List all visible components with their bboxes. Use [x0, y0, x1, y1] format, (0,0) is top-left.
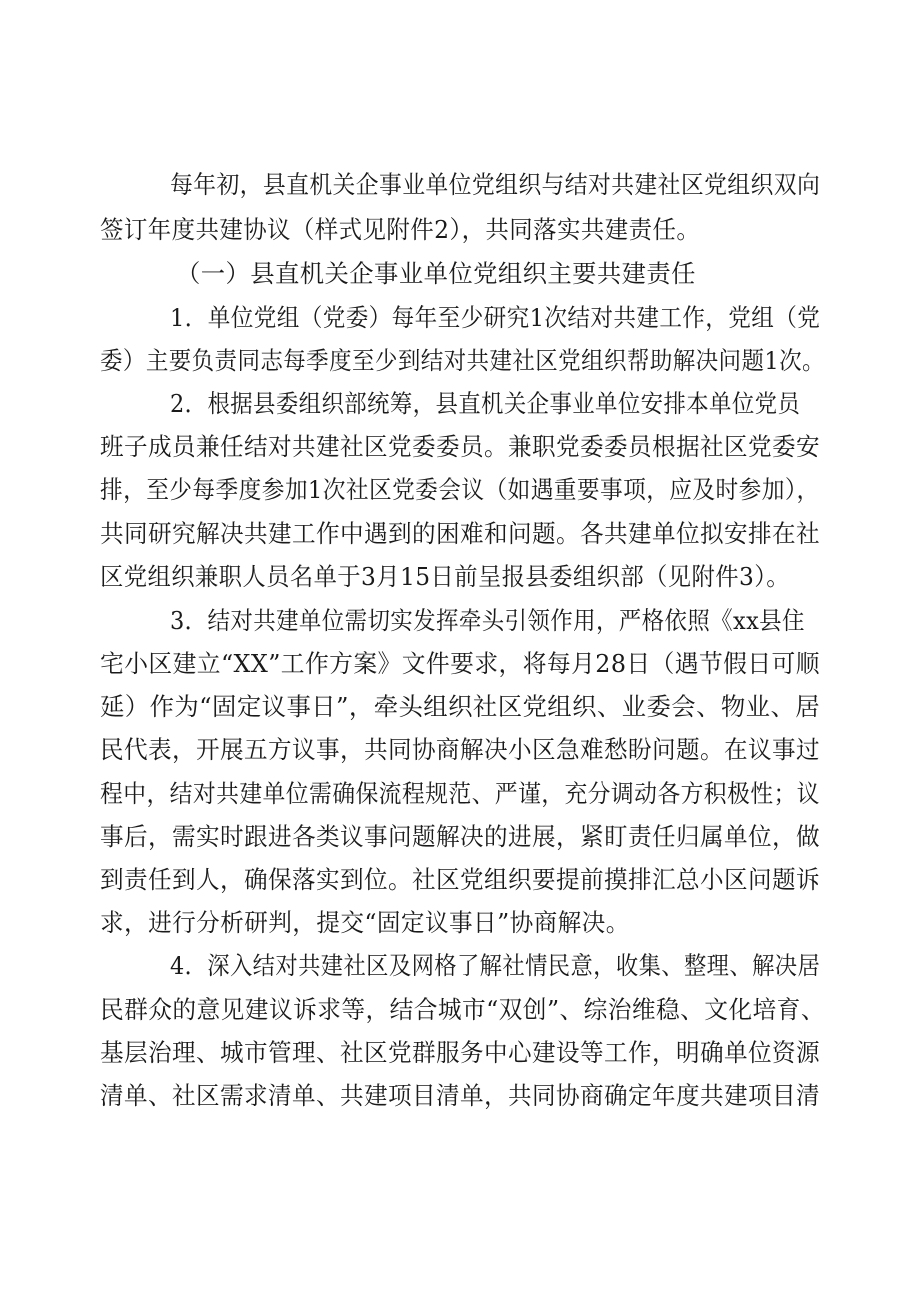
paragraph-line: 排，至少每季度参加1次社区党委会议（如遇重要事项，应及时参加）， — [100, 475, 820, 504]
paragraph-line: 事后，需实时跟进各类议事问题解决的进展，紧盯责任归属单位，做 — [100, 822, 820, 851]
paragraph-line: 求，进行分析研判，提交“固定议事日”协商解决。 — [100, 908, 630, 937]
paragraph-line: 共同研究解决共建工作中遇到的困难和问题。各共建单位拟安排在社 — [100, 519, 820, 548]
paragraph-line: 3．结对共建单位需切实发挥牵头引领作用，严格依照《xx县住 — [170, 606, 805, 635]
paragraph-line: 班子成员兼任结对共建社区党委委员。兼职党委委员根据社区党委安 — [100, 432, 820, 461]
paragraph-line: 基层治理、城市管理、社区党群服务中心建设等工作，明确单位资源 — [100, 1038, 820, 1067]
paragraph-line: 民代表，开展五方议事，共同协商解决小区急难愁盼问题。在议事过 — [100, 735, 820, 764]
paragraph-line: 4．深入结对共建社区及网格了解社情民意，收集、整理、解决居 — [170, 951, 821, 980]
section-heading: （一）县直机关企事业单位党组织主要共建责任 — [176, 259, 696, 288]
paragraph-line: 到责任到人，确保落实到位。社区党组织要提前摸排汇总小区问题诉 — [100, 865, 820, 894]
paragraph-line: 2．根据县委组织部统筹，县直机关企事业单位安排本单位党员 — [170, 389, 801, 418]
paragraph-line: 宅小区建立“XX”工作方案》文件要求，将每月28日（遇节假日可顺 — [100, 649, 820, 678]
paragraph-line: 签订年度共建协议（样式见附件2），共同落实共建责任。 — [100, 215, 701, 244]
paragraph-line: 委）主要负责同志每季度至少到结对共建社区党组织帮助解决问题1次。 — [100, 346, 825, 375]
paragraph-line: 程中，结对共建单位需确保流程规范、严谨，充分调动各方积极性；议 — [100, 779, 820, 808]
paragraph-line: 每年初，县直机关企事业单位党组织与结对共建社区党组织双向 — [170, 170, 821, 199]
paragraph-line: 延）作为“固定议事日”，牵头组织社区党组织、业委会、物业、居 — [100, 692, 821, 721]
paragraph-line: 区党组织兼职人员名单于3月15日前呈报县委组织部（见附件3）。 — [100, 562, 790, 591]
paragraph-line: 民群众的意见建议诉求等，结合城市“双创”、综治维稳、文化培育、 — [100, 995, 825, 1024]
paragraph-line: 1．单位党组（党委）每年至少研究1次结对共建工作，党组（党 — [170, 303, 821, 332]
paragraph-line: 清单、社区需求清单、共建项目清单，共同协商确定年度共建项目清 — [100, 1081, 820, 1110]
